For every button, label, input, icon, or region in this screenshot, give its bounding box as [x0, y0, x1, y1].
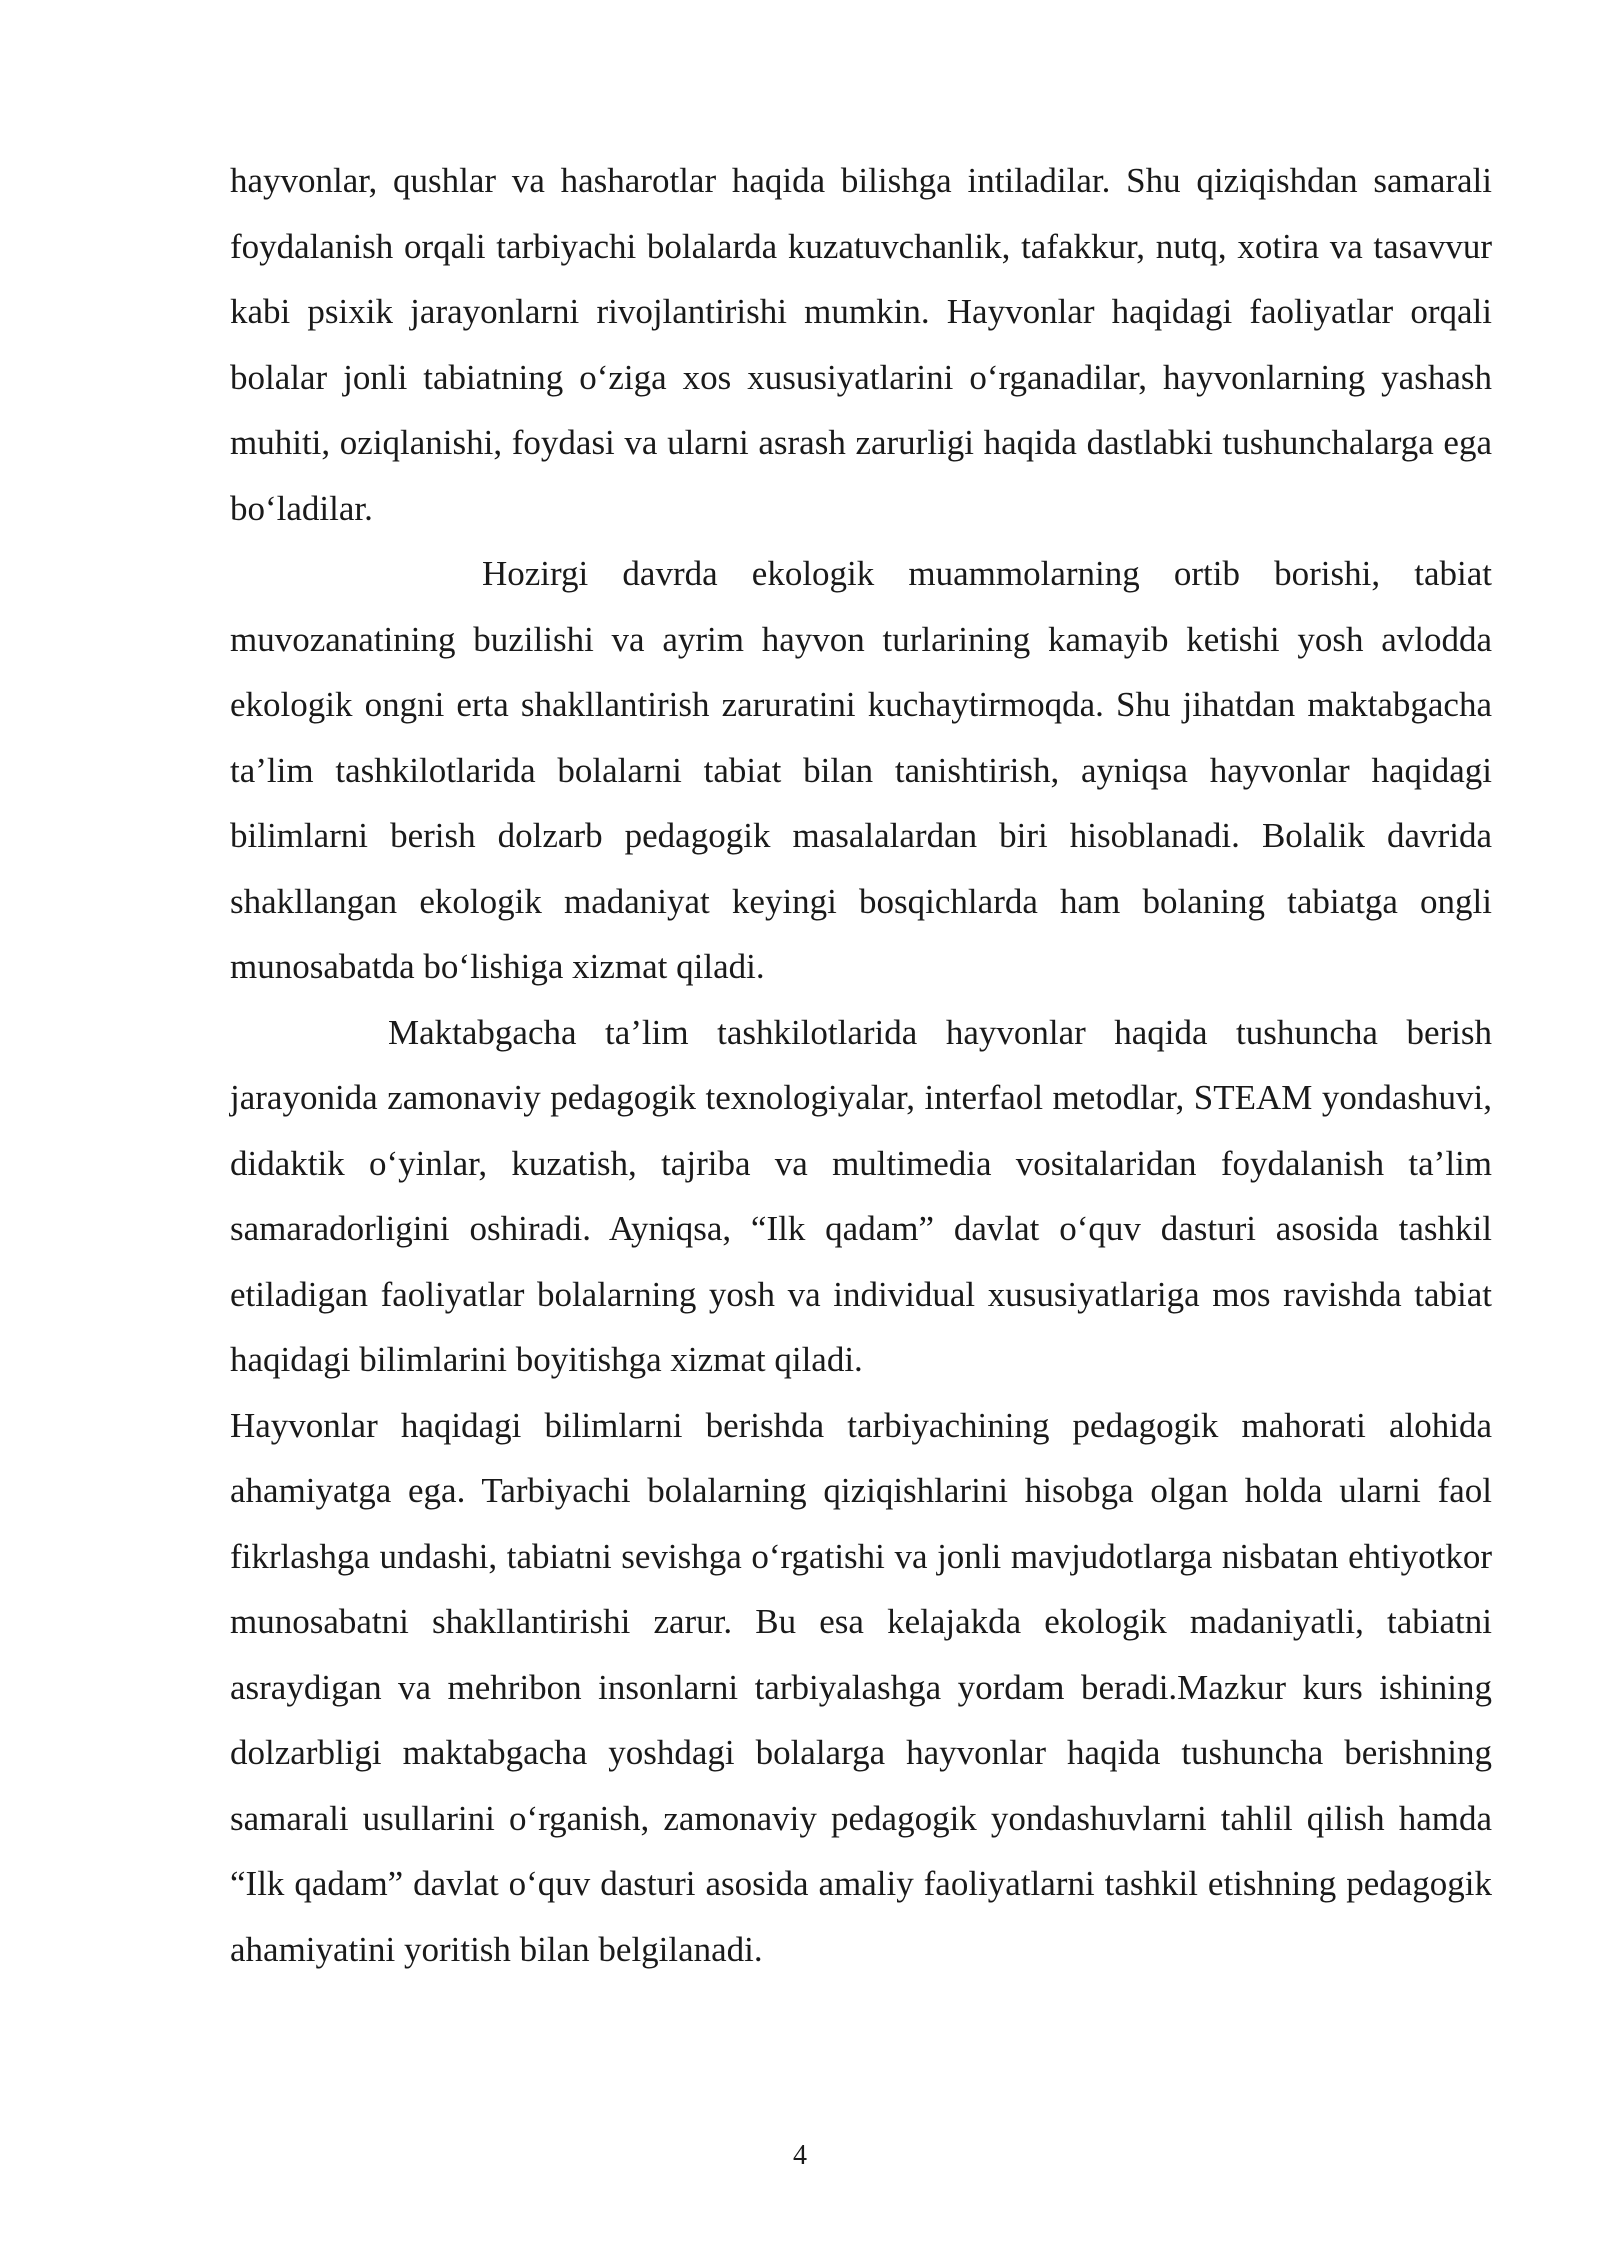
paragraph-1: hayvonlar, qushlar va hasharotlar haqida bilishga intiladilar. Shu qiziqishdan samarali foydalanish orqali tarbiyachi bolalarda kuzatuvchanlik, tafakkur, nutq, xotira va tasavvur kabi psixik jarayonlarni rivojlantirishi mumkin. Hayvonlar haqidagi faoliyatlar orqali bolalar jonli tabiatning o‘ziga xos xususiyatlarini o‘rganadilar, hayvonlarning yashash muhiti, oziqlanishi, foydasi va ularni asrash zarurligi haqida dastlabki tushunchalarga ega bo‘ladilar.	[230, 161, 1492, 528]
paragraph-4: Hayvonlar haqidagi bilimlarni berishda tarbiyachining pedagogik mahorati alohida ahamiyatga ega. Tarbiyachi bolalarning qiziqishlarini hisobga olgan holda ularni faol fikrlashga undashi, tabiatni sevishga o‘rgatishi va jonli mavjudotlarga nisbatan ehtiyotkor munosabatni shakllantirishi zarur. Bu esa kelajakda ekologik madaniyatli, tabiatni asraydigan va mehribon insonlarni tarbiyalashga yordam beradi.Mazkur kurs ishining dolzarbligi maktabgacha yoshdagi bolalarga hayvonlar haqida tushuncha berishning samarali usullarini o‘rganish, zamonaviy pedagogik yondashuvlarni tahlil qilish hamda “Ilk qadam” davlat o‘quv dasturi asosida amaliy faoliyatlarni tashkil etishning pedagogik ahamiyatini yoritish bilan belgilanadi.	[230, 1405, 1492, 1969]
paragraph-2: Hozirgi davrda ekologik muammolarning ortib borishi, tabiat muvozanatining buzilishi va ayrim hayvon turlarining kamayib ketishi yosh avlodda ekologik ongni erta shakllantirish zaruratini kuchaytirmoqda. Shu jihatdan maktabgacha ta’lim tashkilotlarida bolalarni tabiat bilan tanishtirish, ayniqsa hayvonlar haqidagi bilimlarni berish dolzarb pedagogik masalalardan biri hisoblanadi. Bolalik davrida shakllangan ekologik madaniyat keyingi bosqichlarda ham bolaning tabiatga ongli munosabatda bo‘lishiga xizmat qiladi.	[230, 554, 1492, 986]
paragraph-3: Maktabgacha ta’lim tashkilotlarida hayvonlar haqida tushuncha berish jarayonida zamonaviy pedagogik texnologiyalar, interfaol metodlar, STEAM yondashuvi, didaktik o‘yinlar, kuzatish, tajriba va multimedia vositalaridan foydalanish ta’lim samaradorligini oshiradi. Ayniqsa, “Ilk qadam” davlat o‘quv dasturi asosida tashkil etiladigan faoliyatlar bolalarning yosh va individual xususiyatlariga mos ravishda tabiat haqidagi bilimlarini boyitishga xizmat qiladi.	[230, 1012, 1492, 1379]
page-number: 4	[793, 2140, 807, 2171]
body-text	[230, 148, 1492, 1982]
